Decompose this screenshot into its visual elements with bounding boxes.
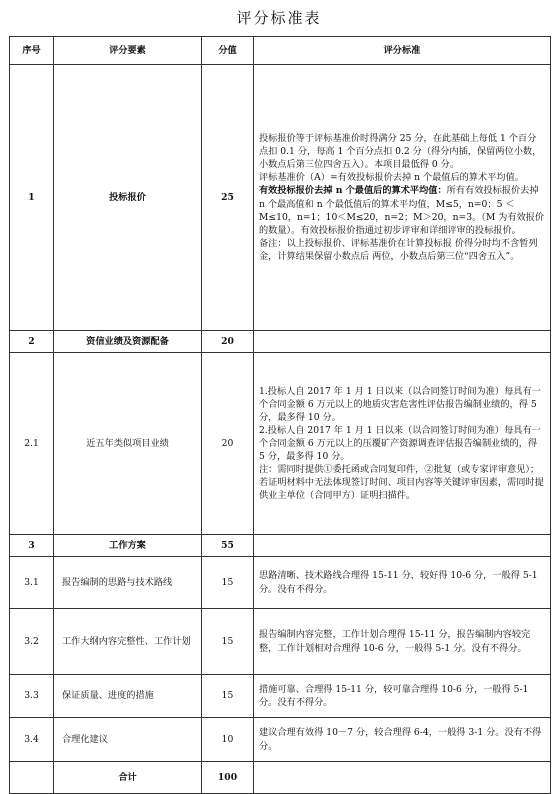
row-no: 3.4 [10,718,54,762]
standard-bold-term: 有效投标报价去掉 n 个最值后的算术平均值： [259,185,447,197]
row-standard [254,535,551,557]
row-item: 资信业绩及资源配备 [54,331,202,353]
row-item: 工作方案 [54,535,202,557]
total-row [10,762,551,794]
header-score: 分值 [202,37,254,65]
standard-paragraph: 评标基准价（A）=有效投标报价去掉 n 个最值后的算术平均值。 [259,172,524,184]
row-standard: 报告编制内容完整，工作计划合理得 15-11 分，报告编制内容较完整，工作计划相对合理得 10-6 分，一般得 5-1 分。没有不得分。 [254,609,551,675]
row-no: 2.1 [10,353,54,535]
row-score: 15 [202,609,254,675]
standard-paragraph: 1.投标人自 2017 年 1 月 1 日以来（以合同签订时间为准）每具有一个合同金额 6 万元以上的地质灾害危害性评估报告编制业绩的，得 5 分，最多得 10 分。 [259,385,541,423]
row-standard: 建议合理有效得 10－7 分，较合理得 6-4，一般得 3-1 分。没有不得分。 [254,718,551,762]
table-row [10,353,551,535]
row-standard [254,353,551,535]
row-no: 1 [10,65,54,331]
header-standard: 评分标准 [254,37,551,65]
row-item: 投标报价 [54,65,202,331]
row-item: 保证质量、进度的措施 [54,675,202,718]
row-no: 2 [10,331,54,353]
document-title: 评分标准表 [236,9,322,27]
row-score: 20 [202,353,254,535]
row-standard [254,762,551,794]
row-item: 近五年类似项目业绩 [54,353,202,535]
header-item: 评分要素 [54,37,202,65]
row-no: 3.3 [10,675,54,718]
row-item: 报告编制的思路与技术路线 [54,557,202,609]
row-score: 15 [202,675,254,718]
row-standard [254,65,551,331]
row-score: 10 [202,718,254,762]
row-no: 3.2 [10,609,54,675]
standard-paragraph [259,184,545,236]
table-row [10,718,551,762]
standard-paragraph: 2.投标人自 2017 年 1 月 1 日以来（以合同签订时间为准）每具有一个合同金额 6 万元以上的压覆矿产资源调查评估报告编制业绩的，得 5 分，最多得 10 分。 [259,424,541,463]
row-no: 3 [10,535,54,557]
total-label: 合计 [54,762,202,794]
table-row [10,65,551,331]
row-score: 25 [202,65,254,331]
standard-text: 所有有效投标报价去掉 n 个最高值和 n 个最低值后的算术平均值，M≤5，n=0；5 ＜M≤10，n=1；10＜M≤20，n=2；M＞20，n=3。（M 为有效报价的数量）。有效投标报价指通过初步评审和详细评审的投标报价。 [259,185,545,236]
row-item: 合理化建议 [54,718,202,762]
row-standard: 措施可靠、合理得 15-11 分，较可靠合理得 10-6 分，一般得 5-1 分。没有不得分。 [254,675,551,718]
standard-paragraph: 投标报价等于评标基准价时得满分 25 分，在此基础上每低 1 个百分点扣 0.1 分，每高 1 个百分点扣 0.2 分（得分内插，保留两位小数，小数点后第三位四舍五入）。本项目最低得 0 分。 [259,133,542,171]
row-no [10,762,54,794]
row-score: 55 [202,535,254,557]
table-row [10,535,551,557]
table-header-row [10,37,551,65]
table-row [10,557,551,609]
header-no: 序号 [10,37,54,65]
table-row [10,675,551,718]
row-standard: 思路清晰、技术路线合理得 15-11 分，较好得 10-6 分，一般得 5-1 分。没有不得分。 [254,557,551,609]
row-no: 3.1 [10,557,54,609]
standard-paragraph: 备注：以上投标报价、评标基准价在计算投标报 价得分时均不含暂列金，计算结果保留小数点后 两位，小数点后第三位“四舍五入”。 [259,237,538,262]
scoring-table [9,36,551,794]
total-score: 100 [202,762,254,794]
row-item: 工作大纲内容完整性、工作计划 [54,609,202,675]
standard-paragraph: 注：需同时提供①委托函或合同复印件，②批复（或专家评审意见）；若证明材料中无法体现签订时间、项目内容等关键评审因素，需同时提供业主单位（合同甲方）证明扫描件。 [259,464,544,502]
table-row [10,331,551,353]
table-row [10,609,551,675]
row-score: 15 [202,557,254,609]
row-standard [254,331,551,353]
row-score: 20 [202,331,254,353]
